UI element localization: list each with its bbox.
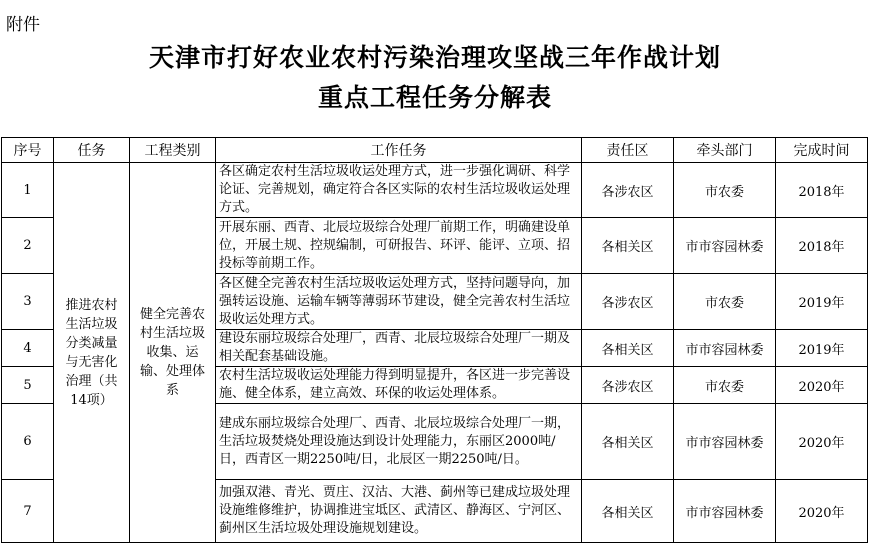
row-dept: 市农委 — [674, 163, 776, 218]
row-work: 建设东丽垃圾综合处理厂，西青、北辰垃圾综合处理厂一期及相关配套基础设施。 — [216, 330, 582, 367]
row-seq: 7 — [2, 480, 54, 543]
row-work: 加强双港、青光、贾庄、汉沽、大港、蓟州等已建成垃圾处理设施维修维护，协调推进宝坻区、武清区、静海区、宁河区、蓟州区生活垃圾处理设施规划建设。 — [216, 480, 582, 543]
row-area: 各涉农区 — [582, 274, 674, 330]
row-deadline: 2018年 — [776, 218, 868, 274]
row-area: 各相关区 — [582, 480, 674, 543]
row-seq: 5 — [2, 367, 54, 404]
row-dept: 市市容园林委 — [674, 330, 776, 367]
row-deadline: 2019年 — [776, 330, 868, 367]
row-dept: 市农委 — [674, 274, 776, 330]
row-work: 各区确定农村生活垃圾收运处理方式，进一步强化调研、科学论证、完善规划，确定符合各区实际的农村生活垃圾收运处理方式。 — [216, 163, 582, 218]
attachment-label: 附件 — [6, 15, 40, 35]
header-task: 任务 — [54, 138, 130, 163]
row-deadline: 2020年 — [776, 480, 868, 543]
document-subtitle: 重点工程任务分解表 — [317, 83, 552, 112]
row-work: 开展东丽、西青、北辰垃圾综合处理厂前期工作，明确建设单位，开展土规、控规编制，可研报告、环评、能评、立项、招投标等前期工作。 — [216, 218, 582, 274]
row-seq: 4 — [2, 330, 54, 367]
row-deadline: 2020年 — [776, 404, 868, 480]
row-work: 建成东丽垃圾综合处理厂、西青、北辰垃圾综合处理厂一期，生活垃圾焚烧处理设施达到设计处理能力，东丽区2000吨/日，西青区一期2250吨/日，北辰区一期2250吨/日。 — [216, 404, 582, 480]
row-deadline: 2020年 — [776, 367, 868, 404]
header-seq: 序号 — [2, 138, 54, 163]
row-dept: 市农委 — [674, 367, 776, 404]
row-seq: 2 — [2, 218, 54, 274]
task-breakdown-table — [1, 137, 868, 543]
row-area: 各相关区 — [582, 330, 674, 367]
row-area: 各相关区 — [582, 218, 674, 274]
row-deadline: 2019年 — [776, 274, 868, 330]
row-area: 各相关区 — [582, 404, 674, 480]
row-area: 各涉农区 — [582, 163, 674, 218]
row-seq: 6 — [2, 404, 54, 480]
row-dept: 市市容园林委 — [674, 218, 776, 274]
header-row — [2, 138, 868, 163]
row-work: 各区健全完善农村生活垃圾收运处理方式，坚持问题导向，加强转运设施、运输车辆等薄弱环节建设，健全完善农村生活垃圾收运处理方式。 — [216, 274, 582, 330]
merged-category-cell: 健全完善农村生活垃圾收集、运输、处理体系 — [130, 163, 216, 543]
header-area: 责任区 — [582, 138, 674, 163]
row-seq: 1 — [2, 163, 54, 218]
row-area: 各涉农区 — [582, 367, 674, 404]
header-work: 工作任务 — [216, 138, 582, 163]
document-title: 天津市打好农业农村污染治理攻坚战三年作战计划 — [148, 43, 721, 72]
header-dept: 牵头部门 — [674, 138, 776, 163]
table-row — [2, 163, 868, 218]
row-work: 农村生活垃圾收运处理能力得到明显提升，各区进一步完善设施、健全体系，建立高效、环保的收运处理体系。 — [216, 367, 582, 404]
merged-task-cell: 推进农村生活垃圾分类减量与无害化治理（共14项） — [54, 163, 130, 543]
header-deadline: 完成时间 — [776, 138, 868, 163]
row-dept: 市市容园林委 — [674, 480, 776, 543]
row-seq: 3 — [2, 274, 54, 330]
row-deadline: 2018年 — [776, 163, 868, 218]
header-category: 工程类别 — [130, 138, 216, 163]
row-dept: 市市容园林委 — [674, 404, 776, 480]
